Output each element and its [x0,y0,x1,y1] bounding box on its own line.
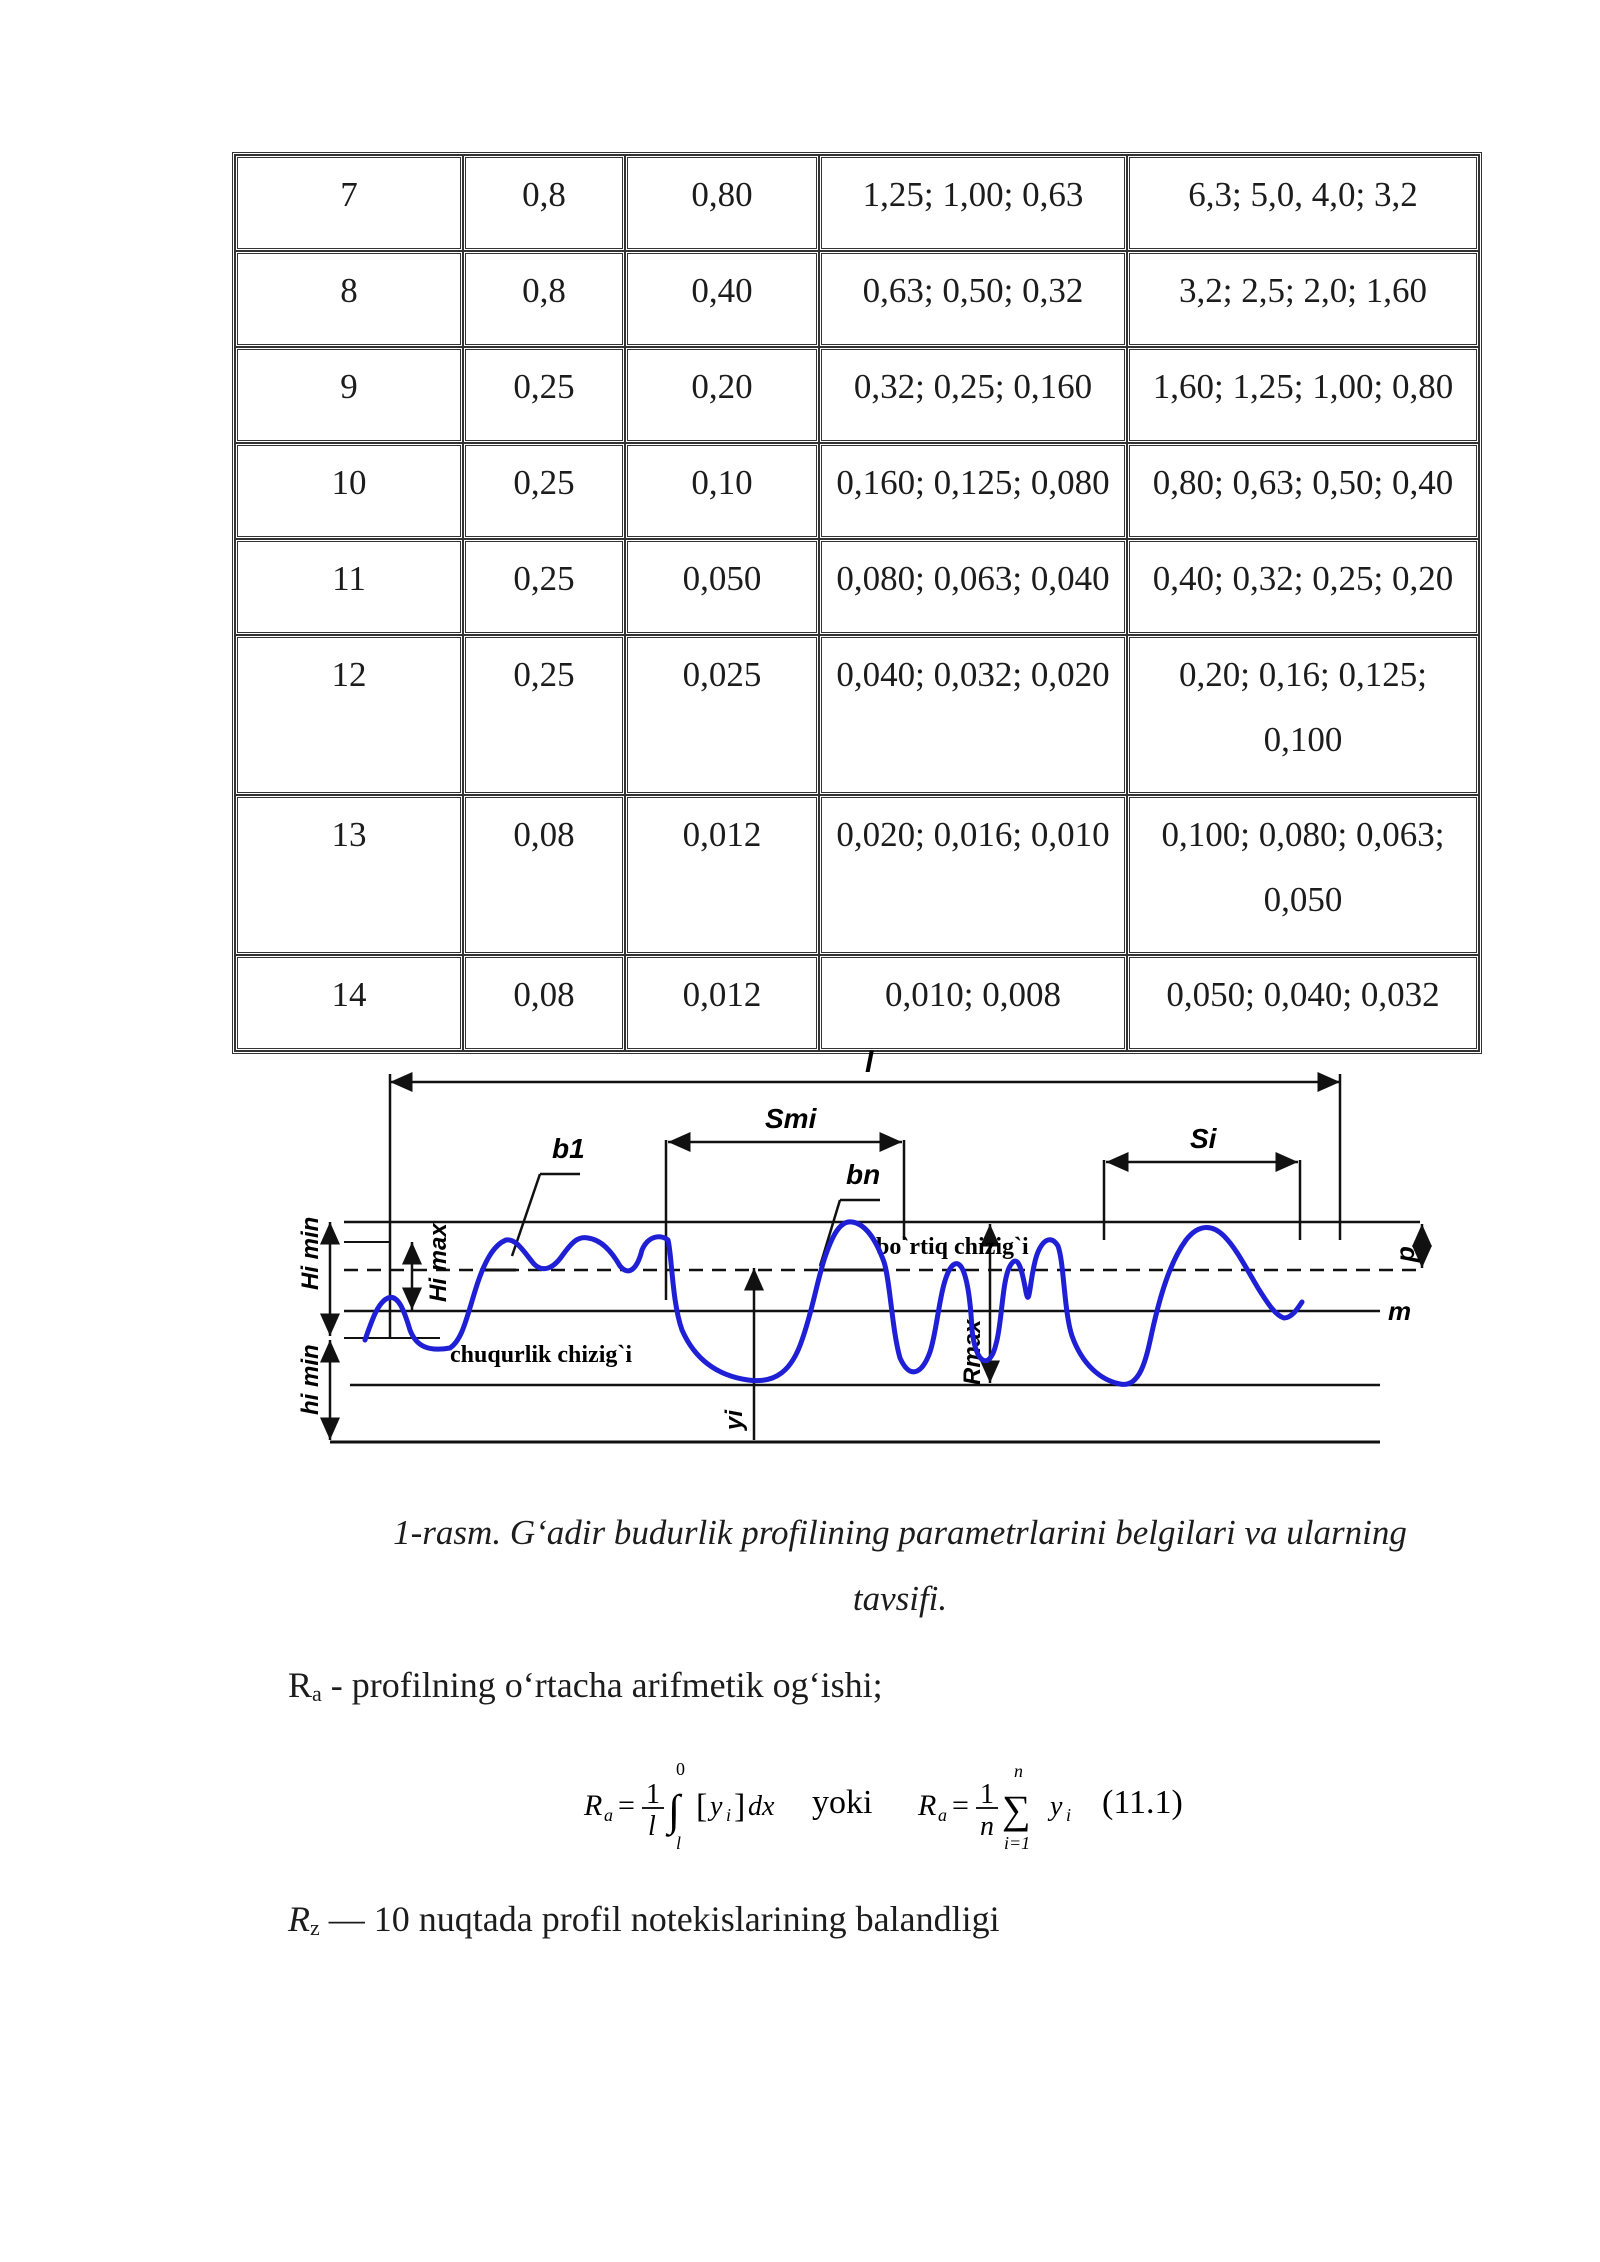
label-rmax: Rmax [959,1319,986,1385]
formula-dx: dx [748,1791,775,1822]
table-cell: 0,080; 0,063; 0,040 [819,539,1127,635]
table-cell: 11 [235,539,463,635]
table-cell: 0,012 [625,955,819,1051]
table-cell: 0,012 [625,795,819,955]
table-row [235,539,1479,635]
table-cell: 0,010; 0,008 [819,955,1127,1051]
sum-upper: n [1014,1761,1023,1781]
parameters-table [232,152,1482,1054]
table-cell: 0,25 [463,347,625,443]
ra-definition [288,1664,883,1707]
label-p: p [1390,1246,1420,1262]
table-cell: 0,08 [463,795,625,955]
table-cell: 0,08 [463,955,625,1051]
cell-line: 0,100 [1263,720,1343,759]
caption-line: tavsifi. [852,1579,948,1618]
label-smi: Smi [765,1103,817,1134]
ra-symbol: R [288,1665,313,1705]
table-cell: 7 [235,155,463,251]
table-row [235,955,1479,1051]
label-yi: yi [721,1409,748,1430]
table-cell: 10 [235,443,463,539]
table-cell: 13 [235,795,463,955]
formula-num: 1 [646,1779,660,1810]
table-row [235,251,1479,347]
table-cell: 8 [235,251,463,347]
table-cell: 0,050 [625,539,819,635]
table-cell: 0,40; 0,32; 0,25; 0,20 [1127,539,1479,635]
abs-content: y [710,1791,723,1822]
ra-subscript: a [312,1681,322,1706]
label-bortiq: bo`rtiq chizig`i [876,1234,1029,1260]
label-m: m [1388,1296,1412,1326]
table-cell: 0,80; 0,63; 0,50; 0,40 [1127,443,1479,539]
formula-lhs-sub-2: a [938,1805,947,1825]
table-cell: 6,3; 5,0, 4,0; 3,2 [1127,155,1479,251]
label-chuqurlik: chuqurlik chizig`i [450,1342,633,1368]
int-lower: l [676,1833,682,1853]
table-cell: 0,40 [625,251,819,347]
bracket-left: [ [696,1788,708,1825]
roughness-profile-figure [280,1040,1480,1460]
sum-lower: i=1 [1004,1833,1031,1853]
table-row [235,155,1479,251]
int-upper: 0 [676,1759,685,1779]
table-cell: 0,80 [625,155,819,251]
cell-line: 0,050 [1263,880,1343,919]
table-cell: 0,25 [463,443,625,539]
table-row [235,795,1479,955]
table-cell: 12 [235,635,463,795]
table-cell: 1,25; 1,00; 0,63 [819,155,1127,251]
formula-lhs: R [584,1789,603,1822]
table-cell: 0,025 [625,635,819,795]
cell-line: 0,100; 0,080; 0,063; [1161,815,1445,854]
table-cell: 0,25 [463,539,625,635]
rz-symbol: R [288,1899,310,1939]
table-row [235,635,1479,795]
sum-sign: ∑ [1002,1787,1031,1832]
label-bn: bn [846,1159,881,1190]
table-cell: 1,60; 1,25; 1,00; 0,80 [1127,347,1479,443]
table-cell: 0,050; 0,040; 0,032 [1127,955,1479,1051]
roughness-diagram [280,1040,1480,1460]
table-row [235,347,1479,443]
formula-lhs-sub: a [604,1805,613,1825]
cell-line: 0,20; 0,16; 0,125; [1179,655,1427,694]
table-cell: 0,63; 0,50; 0,32 [819,251,1127,347]
rz-description: — 10 nuqtada profil notekislarining balandligi [319,1899,1000,1939]
table-cell: 0,020; 0,016; 0,010 [819,795,1127,955]
formula-den-2: n [980,1811,994,1842]
label-hi-min: Hi min [297,1216,324,1290]
formula-num-2: 1 [980,1779,994,1810]
table-cell: 0,8 [463,155,625,251]
rz-definition [288,1898,1000,1941]
sum-term-sub: i [1066,1805,1072,1825]
table-row [235,443,1479,539]
formula-eq-2: = [952,1789,969,1822]
table-cell [1127,635,1479,795]
label-l: l [865,1046,874,1079]
formula-svg [580,1755,1340,1855]
sum-term: y [1050,1791,1063,1822]
table-cell: 0,20 [625,347,819,443]
table-cell [1127,795,1479,955]
integral-sign: ∫ [668,1786,681,1835]
label-si: Si [1190,1123,1217,1154]
table-cell: 0,8 [463,251,625,347]
formula-number: (11.1) [1102,1784,1183,1821]
table-cell: 0,32; 0,25; 0,160 [819,347,1127,443]
caption-line: 1-rasm. G‘adir budurlik profilining parametrlarini belgilari va ularning [393,1513,1407,1552]
table-cell: 0,040; 0,032; 0,020 [819,635,1127,795]
ra-formula [580,1755,1340,1855]
table-cell: 0,25 [463,635,625,795]
table-cell: 9 [235,347,463,443]
label-hi-min-lower: hi min [297,1344,324,1415]
formula-or: yoki [812,1784,873,1821]
label-hi-max: Hi max [425,1223,452,1302]
table-cell: 0,10 [625,443,819,539]
rz-subscript: z [310,1915,320,1940]
table-cell: 3,2; 2,5; 2,0; 1,60 [1127,251,1479,347]
table-cell: 0,160; 0,125; 0,080 [819,443,1127,539]
ra-description: - profilning o‘rtacha arifmetik og‘ishi; [321,1665,883,1705]
table-cell: 14 [235,955,463,1051]
formula-den: l [648,1811,656,1842]
bracket-right: ] [734,1788,746,1825]
formula-lhs-2: R [918,1789,937,1822]
figure-caption [300,1500,1500,1632]
abs-sub: i [726,1805,732,1825]
formula-eq: = [618,1789,635,1822]
label-b1: b1 [552,1133,585,1164]
